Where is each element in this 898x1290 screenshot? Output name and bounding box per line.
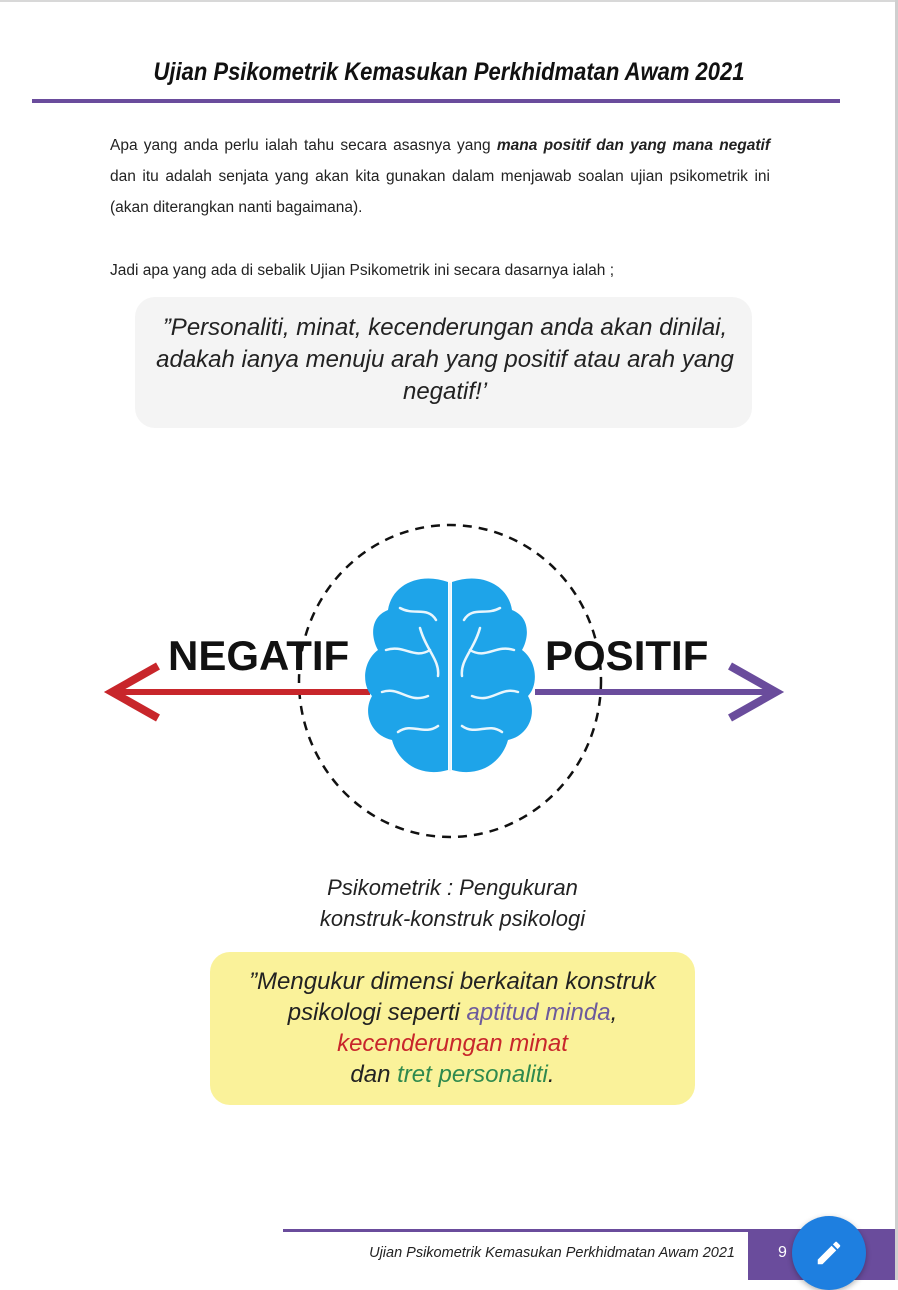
intro-text-end: dan itu adalah senjata yang akan kita gunakan dalam menjawab soalan ujian psikometrik ini (akan diterangkan nanti bagaimana). [110,168,770,216]
definition-part: , [610,999,618,1026]
page-title: Ujian Psikometrik Kemasukan Perkhidmatan Awam 2021 [153,58,745,86]
definition-part: . [547,1061,555,1088]
page-number: 9 [778,1244,787,1261]
page-edge [0,0,898,2]
caption-line: konstruk-konstruk psikologi [319,906,586,931]
definition-text [215,966,690,1090]
highlight-interest: kecenderungan minat [337,1030,568,1057]
definition-part: dan [350,1061,398,1088]
brain-icon [365,578,535,772]
highlight-personality: tret personaliti [397,1061,548,1088]
positive-label: POSITIF [545,632,709,679]
intro-emphasis: mana positif dan yang mana negatif [496,137,770,154]
highlight-aptitude: aptitud minda [466,999,611,1026]
lead-paragraph: Jadi apa yang ada di sebalik Ujian Psikometrik ini secara dasarnya ialah ; [110,262,615,279]
quote-text: ”Personaliti, minat, kecenderungan anda akan dinilai, adakah ianya menuju arah yang positif atau arah yang negatif!’ [156,314,734,405]
intro-paragraph [110,130,770,223]
positive-negative-diagram [0,500,898,860]
edit-button[interactable] [792,1216,866,1290]
intro-text: Apa yang anda perlu ialah tahu secara asasnya yang [110,137,497,154]
caption-line: Psikometrik : Pengukuran [327,875,578,900]
title-divider [32,99,840,103]
pencil-icon [814,1238,844,1268]
caption [200,872,705,934]
negative-label: NEGATIF [168,632,350,679]
definition-part: ”Mengukur dimensi berkaitan konstruk psikologi seperti [249,968,656,1026]
footer-title: Ujian Psikometrik Kemasukan Perkhidmatan Awam 2021 [369,1245,735,1261]
